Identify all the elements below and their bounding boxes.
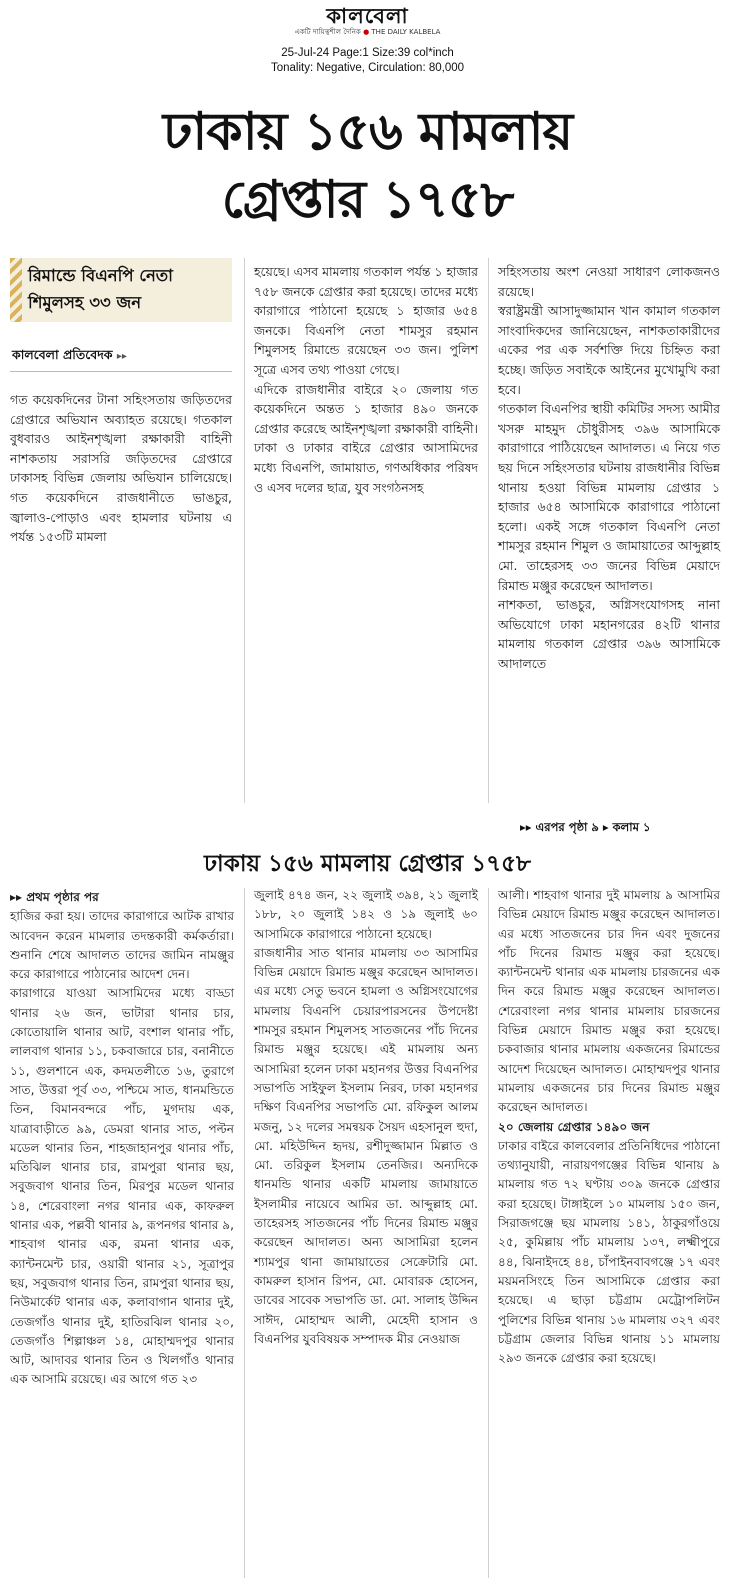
paragraph: জুলাই ৪৭৪ জন, ২২ জুলাই ৩৯৪, ২১ জুলাই ১৮৮, ২০ জুলাই ১৪২ ও ১৯ জুলাই ৬০ আসামিকে কারাগারে পাঠানো হয়েছে। (254, 888, 478, 941)
main-headline (0, 98, 735, 234)
paragraph: গতকাল বিএনপির স্থায়ী কমিটির সদস্য আমীর খসরু মাহমুদ চৌধুরীসহ ৩৯৬ আসামিকে কারাগারে পাঠিয়েছেন আদালত। এ নিয়ে গত ছয় দিনে সহিংসতার ঘটনায় রাজধানীর বিভিন্ন থানায় হওয়া বিভিন্ন মামলায় গ্রেপ্তার ১ হাজার ৬৫৪ আসামিকে কারাগারে পাঠানো হলো। একই সঙ্গে গতকাল বিএনপি নেতা শামসুর রহমান শিমুল ও জামায়াতের আব্দুল্লাহ মো. তাহেরসহ ৩৩ জনের বিভিন্ন মেয়াদে রিমান্ড মঞ্জুর করেছেন আদালত। (498, 401, 720, 593)
subhead-text: রিমান্ডে বিএনপি নেতা শিমুলসহ ৩৩ জন (28, 266, 173, 312)
paragraph: গত কয়েকদিনের টানা সহিংসতায় জড়িতদের গ্রেপ্তারে অভিযান অব্যাহত রয়েছে। গতকাল বুধবারও আইনশৃঙ্খলা রক্ষাকারী বাহিনী নাশকতায় সরাসরি জড়িতদের গ্রেপ্তারে ঢাকাসহ বিভিন্ন জেলায় অভিযান চালিয়েছে। গত কয়েকদিনে রাজধানীতে ভাঙচুর, জ্বালাও-পোড়াও এবং হামলার ঘটনায় এ পর্যন্ত ১৫৩টি মামলা (10, 392, 232, 545)
column-divider (488, 888, 489, 1578)
meta-tonality: Tonality: Negative, Circulation: 80,000 (270, 62, 465, 74)
from-front-page-label: ▸▸ প্রথম পৃষ্ঠার পর (10, 890, 99, 904)
article1-column-3 (498, 262, 720, 673)
column-divider (244, 258, 245, 803)
paragraph: ঢাকার বাইরে কালবেলার প্রতিনিধিদের পাঠানো তথ্যানুযায়ী, নারায়ণগঞ্জের বিভিন্ন থানায় ৯ মামলায় গত ৭২ ঘণ্টায় ৩০৯ জনকে গ্রেপ্তার করা হয়েছে। টাঙ্গাইলে ১০ মামলায় ১৫০ জন, সিরাজগঞ্জে ছয় মামলায় ১৪১, ঠাকুরগাঁওয়ে ২৫, কুমিল্লায় পাঁচ মামলায় ১৩৭, লক্ষ্মীপুরে ৪৪, ঝিনাইদহে ৪৪, চাঁপাইনবাবগঞ্জে ১৭ এবং ময়মনসিংহে তিন আসামিকে গ্রেপ্তার করা হয়েছে। এ ছাড়া চট্টগ্রাম মেট্রোপলিটন পুলিশের বিভিন্ন থানায় ১৬ মামলায় ৩২৭ এবং চট্টগ্রাম জেলার বিভিন্ন থানায় ১১ মামলায় ২৯৩ জনকে গ্রেপ্তার করা হয়েছে। (498, 1138, 720, 1366)
article1-column-1 (10, 390, 232, 547)
paragraph: সহিংসতায় অংশ নেওয়া সাধারণ লোকজনও রয়েছে। (498, 264, 720, 299)
paragraph: স্বরাষ্ট্রমন্ত্রী আসাদুজ্জামান খান কামাল গতকাল সাংবাদিকদের জানিয়েছেন, নাশকতাকারীদের একের পর এক সর্বশক্তি দিয়ে চিহ্নিত করা হচ্ছে। জড়িত সবাইকে আইনের মুখোমুখি করা হবে। (498, 303, 720, 397)
article2-column-2 (254, 862, 478, 1349)
section-heading: ২০ জেলায় গ্রেপ্তার ১৪৯০ জন (498, 1119, 650, 1134)
meta-date-size: 25-Jul-24 Page:1 Size:39 col*inch (281, 47, 454, 59)
newspaper-logo: কালবেলা (326, 3, 409, 28)
paragraph: হয়েছে। এসব মামলায় গতকাল পর্যন্ত ১ হাজার ৭৫৮ জনকে গ্রেপ্তার করা হয়েছে। তাদের মধ্যে কারাগারে পাঠানো হয়েছে ১ হাজার ৬৫৪ জনকে। বিএনপি নেতা শামসুর রহমান শিমুলসহ রিমান্ডে রয়েছেন ৩৩ জন। পুলিশ সূত্রে এসব তথ্য পাওয়া গেছে। (254, 264, 478, 377)
paragraph: এদিকে রাজধানীর বাইরে ২০ জেলায় গত কয়েকদিনে অন্তত ১ হাজার ৪৯০ জনকে গ্রেপ্তার করেছে আইনশৃঙ্খলা রক্ষাকারী বাহিনী। ঢাকা ও ঢাকার বাইরে গ্রেপ্তার আসামিদের মধ্যে বিএনপি, জামায়াত, গণঅধিকার পরিষদ ও এসব দলের ছাত্র, যুব সংগঠনসহ (254, 381, 478, 495)
article2-column-1 (10, 888, 234, 1390)
clipping-meta (0, 46, 735, 76)
byline-arrow-icon: ▸▸ (116, 351, 127, 362)
paragraph: নাশকতা, ভাঙচুর, অগ্নিসংযোগসহ নানা অভিযোগে ঢাকা মহানগরের ৪২টি থানার মামলায় গতকাল গ্রেপ্তার ৩৯৬ আসামিকে আদালতে (498, 597, 720, 671)
byline (12, 346, 127, 366)
continuation-headline: ঢাকায় ১৫৬ মামলায় গ্রেপ্তার ১৭৫৮ (204, 851, 531, 877)
masthead (0, 4, 735, 37)
decorative-zigzag-icon (10, 258, 22, 322)
paragraph: হাজির করা হয়। তাদের কারাগারে আটক রাখার আবেদন করেন মামলার তদন্তকারী কর্মকর্তারা। শুনানি শেষে আদালত তাদের জামিন নামঞ্জুর করে কারাগারে পাঠানোর আদেশ দেন। (10, 909, 234, 982)
subhead-box (10, 258, 232, 322)
byline-divider (10, 371, 232, 372)
continued-on-page: ▸▸ এরপর পৃষ্ঠা ৯ ▸ কলাম ১ (520, 820, 651, 834)
headline-line-1: ঢাকায় ১৫৬ মামলায় (162, 102, 573, 162)
article1-column-2 (254, 262, 478, 497)
column-divider (488, 258, 489, 803)
paragraph: কারাগারে যাওয়া আসামিদের মধ্যে বাড্ডা থানার ২৬ জন, ভাটারা থানার চার, কোতোয়ালি থানার আট, বংশাল থানার পাঁচ, লালবাগ থানার ১১, চকবাজারে চার, বনানীতে ১১, গুলশানে এক, কদমতলীতে ১৬, তুরাগে সাত, উত্তরা পূর্ব ৩৩, পশ্চিমে সাত, ধানমন্ডিতে তিন, বিমানবন্দরে পাঁচ, মুগদায় এক, যাত্রাবাড়ীতে ৯৯, ডেমরা থানার সাত, পল্টন মডেল থানার তিন, শাহজাহানপুর থানার পাঁচ, মতিঝিল থানার চার, রামপুরা থানার ছয়, সবুজবাগ থানার তিন, মিরপুর মডেল থানার ১৪, শেরেবাংলা নগর থানার এক, কাফরুল থানার এক, পল্লবী থানার ৯, রূপনগর থানার ৯, শাহবাগ থানার এক, রমনা থানার এক, ক্যান্টনমেন্ট চার, ওয়ারী থানার ২১, সূত্রাপুর ছয়, সবুজবাগ থানার তিন, রামপুরা থানার ছয়, নিউমার্কেট থানার এক, কলাবাগান থানার দুই, তেজগাঁও থানার দুই, হাতিরঝিল থানার ২০, তেজগাঁও শিল্পাঞ্চল ১৪, মোহাম্মদপুর থানার আট, আদাবর থানার তিন ও খিলগাঁও থানার এক আসামি রয়েছে। এর আগে গত ২৩ (10, 986, 234, 1387)
paragraph: রাজধানীর সাত থানার মামলায় ৩৩ আসামির বিভিন্ন মেয়াদে রিমান্ড মঞ্জুর করেছেন আদালত। এর মধ্যে সেতু ভবনে হামলা ও অগ্নিসংযোগের মামলায় বিএনপি চেয়ারপারসনের উপদেষ্টা শামসুর রহমান শিমুলসহ সাতজনের পাঁচ দিনের রিমান্ড মঞ্জুর হয়েছে। এই মামলায় অন্য আসামিরা হলেন ঢাকা মহানগর উত্তর বিএনপির সভাপতি সাইফুল ইসলাম নিরব, ঢাকা মহানগর দক্ষিণ বিএনপির সভাপতি মো. রফিকুল আলম মজনু, ১২ দলের সমন্বয়ক সৈয়দ এহসানুল হুদা, মো. মহিউদ্দিন হৃদয়, রশীদুজ্জামান মিল্লাত ও মো. তরিকুল ইসলাম তেনজির। অন্যদিকে ধানমন্ডি থানার একটি মামলায় জামায়াতে ইসলামীর নায়েবে আমির ডা. আব্দুল্লাহ মো. তাহেরসহ সাতজনের পাঁচ দিনের রিমান্ড মঞ্জুর করেছেন আদালত। অন্য আসামিরা হলেন শ্যামপুর থানা জামায়াতের সেক্রেটারি মো. কামরুল হাসান রিপন, মো. মোবারক হোসেন, ডাবের সাবেক সভাপতি ডা. মো. সালাহ উদ্দিন সাঈদ, মোহাম্মদ আলী, মেহেদী হাসান ও বিএনপির যুববিষয়ক সম্পাদক মীর নেওয়াজ (254, 945, 478, 1346)
byline-text: কালবেলা প্রতিবেদক (12, 347, 113, 362)
headline-line-2: গ্রেপ্তার ১৭৫৮ (221, 170, 514, 230)
newspaper-tagline: একটি দায়িত্বশীল দৈনিক ● THE DAILY KALBELA (294, 28, 441, 36)
article2-column-3 (498, 886, 720, 1368)
column-divider (244, 888, 245, 1578)
paragraph: আলী। শাহবাগ থানার দুই মামলায় ৯ আসামির বিভিন্ন মেয়াদে রিমান্ড মঞ্জুর করেছেন আদালত। এর মধ্যে সাতজনের চার দিন এবং দুজনের পাঁচ দিনের রিমান্ড মঞ্জুর করা হয়েছে। ক্যান্টনমেন্ট থানার এক মামলায় চারজনের এক দিন করে রিমান্ড মঞ্জুর করেছেন আদালত। শেরেবাংলা নগর থানার মামলায় চারজনের বিভিন্ন মেয়াদে রিমান্ড মঞ্জুর করা হয়েছে। চকবাজার থানার মামলায় একজনের রিমান্ডের আদেশ দিয়েছেন আদালত। মোহাম্মদপুর থানার মামলায় একজনের চার দিনের রিমান্ড মঞ্জুর করেছেন আদালত। (498, 888, 720, 1115)
